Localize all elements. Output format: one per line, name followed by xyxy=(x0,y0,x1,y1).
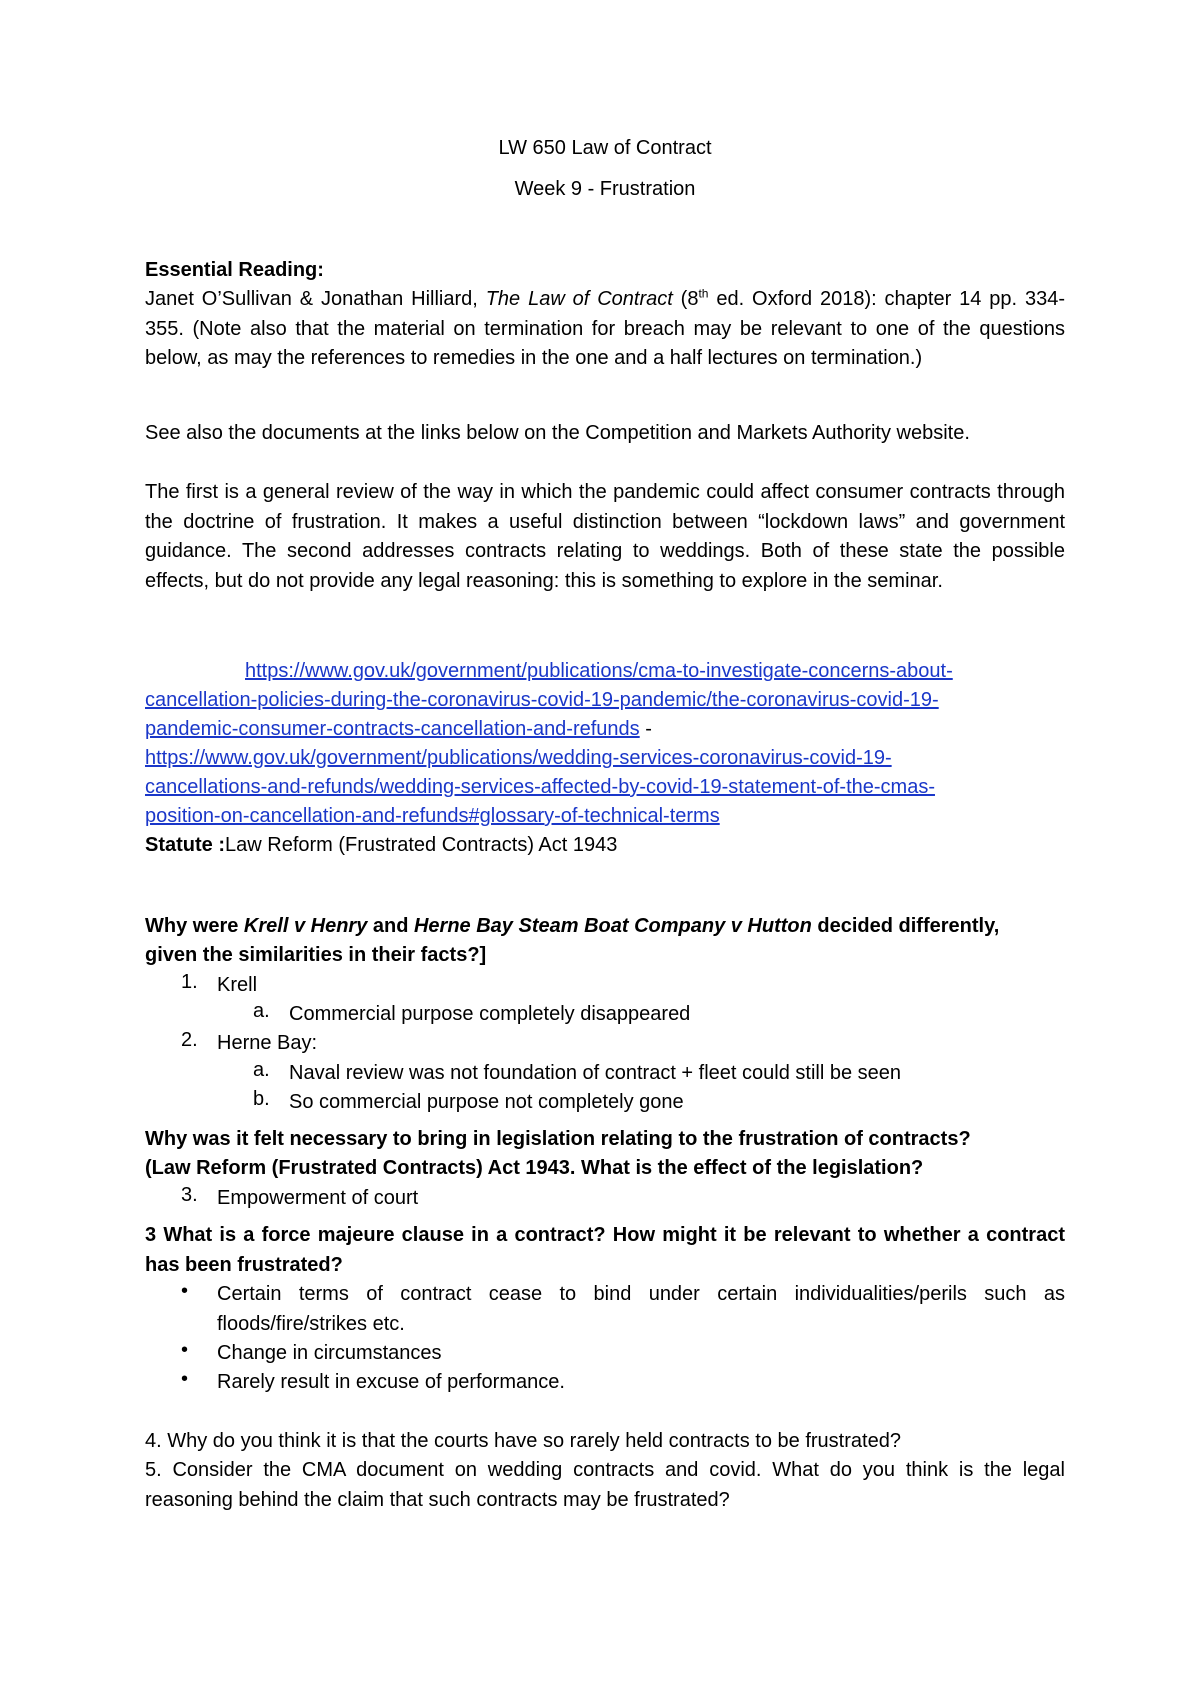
question-3: 3 What is a force majeure clause in a contract? How might it be relevant to whether a contract has been frustrated? xyxy=(145,1224,1065,1276)
bullet-item: Rarely result in excuse of performance. xyxy=(217,1371,565,1393)
question-1-line-2: given the similarities in their facts?] xyxy=(145,944,487,966)
cma-link-1-cont[interactable]: cancellation-policies-during-the-coronavirus-covid-19-pandemic/the-coronavirus-covid-19- xyxy=(145,689,939,711)
essential-reading-text: Janet O’Sullivan & Jonathan Hilliard, The Law of Contract (8th ed. Oxford 2018): chapter 14 pp. 334-355. (Note also that the material on termination for breach may be relevant to one of the questions below, as may the references to remedies in the one and a half lectures on termination.) xyxy=(145,286,1066,369)
see-also-line: See also the documents at the links below on the Competition and Markets Authority website. xyxy=(145,422,970,444)
list-letter: b. xyxy=(253,1088,270,1110)
list-letter: a. xyxy=(253,1000,270,1022)
book-title: The Law of Contract xyxy=(485,288,673,310)
see-also-paragraph: The first is a general review of the way in which the pandemic could affect consumer contracts through the doctrine of frustration. It makes a useful distinction between “lockdown laws” and government guidance. The second addresses contracts relating to weddings. Both of these state the possible effects, but do not provide any legal reasoning: this is something to explore in the seminar. xyxy=(145,481,1065,592)
list-item: Krell xyxy=(217,974,258,996)
document-subtitle: Week 9 - Frustration xyxy=(514,178,696,200)
document-title: LW 650 Law of Contract xyxy=(498,137,712,159)
link-1-line-1 xyxy=(245,657,1065,687)
list-item: Naval review was not foundation of contract + fleet could still be seen xyxy=(289,1062,902,1084)
cma-link-1-end[interactable]: pandemic-consumer-contracts-cancellation-and-refunds xyxy=(145,718,640,740)
link-1-line-3: pandemic-consumer-contracts-cancellation-and-refunds - xyxy=(145,718,652,740)
question-4: 4. Why do you think it is that the courts have so rarely held contracts to be frustrated? xyxy=(145,1430,901,1452)
list-letter: a. xyxy=(253,1059,270,1081)
bullet-item: Certain terms of contract cease to bind under certain individualities/perils such as floods/fire/strikes etc. xyxy=(217,1283,1065,1335)
link-2-line-2 xyxy=(145,773,1065,803)
list-item: Herne Bay: xyxy=(217,1032,318,1054)
statute-line: Statute :Law Reform (Frustrated Contracts) Act 1943 xyxy=(145,834,618,856)
question-2-line-1: Why was it felt necessary to bring in legislation relating to the frustration of contracts? xyxy=(145,1128,971,1150)
link-2-line-1 xyxy=(145,744,1065,774)
link-1-line-2 xyxy=(145,686,1065,716)
cma-link-1[interactable]: https://www.gov.uk/government/publications/cma-to-investigate-concerns-about- xyxy=(245,660,953,682)
list-number: 2. xyxy=(181,1029,198,1051)
cma-link-2[interactable]: https://www.gov.uk/government/publications/wedding-services-coronavirus-covid-19- xyxy=(145,747,892,769)
list-item: Commercial purpose completely disappeared xyxy=(289,1003,691,1025)
list-item: So commercial purpose not completely gone xyxy=(289,1091,684,1113)
list-item: Empowerment of court xyxy=(217,1187,419,1209)
cma-link-2-end[interactable]: position-on-cancellation-and-refunds#glossary-of-technical-terms xyxy=(145,805,720,827)
question-1-line-1: Why were Krell v Henry and Herne Bay Steam Boat Company v Hutton decided differently, xyxy=(145,915,1000,937)
bullet-icon: • xyxy=(181,1339,189,1361)
cma-link-2-cont[interactable]: cancellations-and-refunds/wedding-services-affected-by-covid-19-statement-of-the-cmas- xyxy=(145,776,935,798)
essential-reading-heading: Essential Reading: xyxy=(145,259,324,281)
bullet-item: Change in circumstances xyxy=(217,1342,442,1364)
bullet-icon: • xyxy=(181,1280,189,1302)
list-number: 1. xyxy=(181,971,198,993)
list-number: 3. xyxy=(181,1184,198,1206)
bullet-icon: • xyxy=(181,1368,189,1390)
question-2-line-2: (Law Reform (Frustrated Contracts) Act 1943. What is the effect of the legislation? xyxy=(145,1157,924,1179)
question-5: 5. Consider the CMA document on wedding contracts and covid. What do you think is the legal reasoning behind the claim that such contracts may be frustrated? xyxy=(145,1459,1065,1511)
link-2-line-3 xyxy=(145,802,1065,832)
